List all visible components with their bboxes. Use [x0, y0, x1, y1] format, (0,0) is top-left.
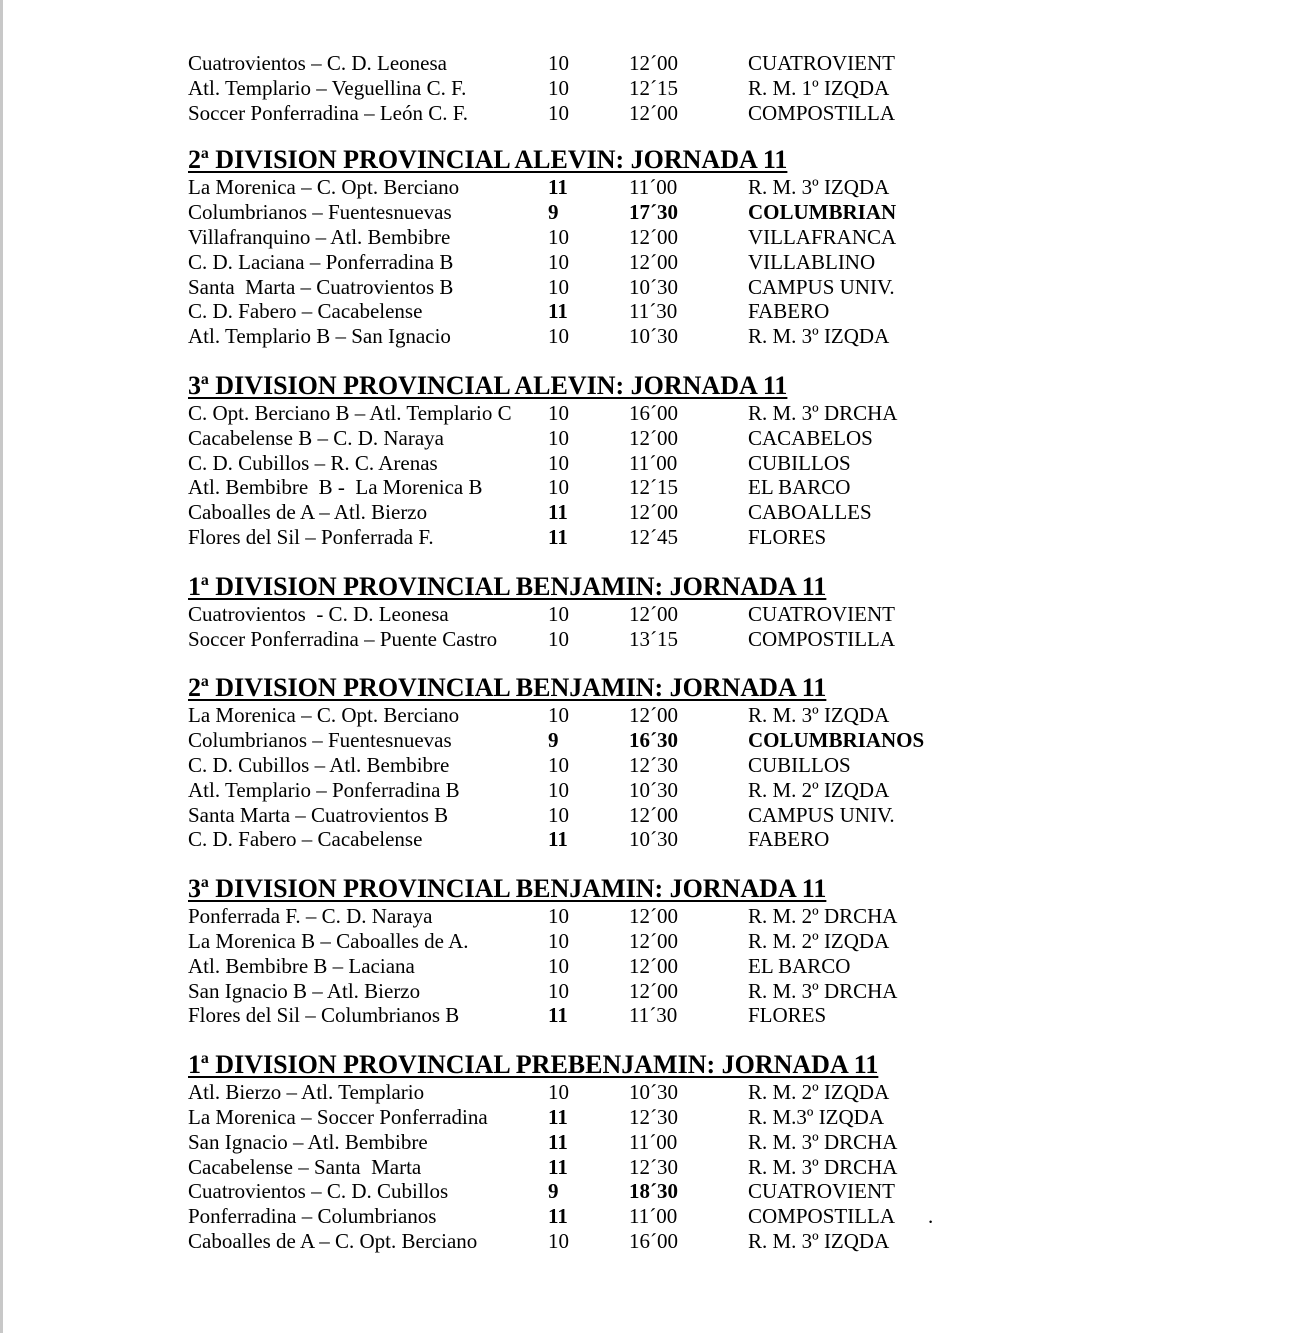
section-heading-text: 1ª DIVISION PROVINCIAL BENJAMIN: JORNADA 11: [188, 571, 827, 601]
fixture-row: [188, 1105, 988, 1130]
fixture-row: [188, 1204, 988, 1229]
match-day: 10: [548, 802, 569, 827]
match-time: 10´30: [629, 324, 678, 349]
match-teams: La Morenica – Soccer Ponferradina: [188, 1104, 488, 1129]
match-venue: COLUMBRIAN: [748, 200, 897, 225]
match-venue: VILLAFRANCA: [748, 224, 897, 249]
match-teams: Santa Marta – Cuatrovientos B: [188, 274, 454, 299]
match-time: 12´15: [629, 475, 678, 500]
match-day: 10: [548, 703, 569, 728]
match-time: 12´30: [629, 752, 678, 777]
match-venue: R. M. 3º IZQDA: [748, 703, 890, 728]
match-teams: Cuatrovientos – C. D. Leonesa: [188, 51, 447, 75]
match-teams: Santa Marta – Cuatrovientos B: [188, 802, 449, 827]
fixture-row: [188, 929, 988, 954]
fixture-row: [188, 728, 988, 753]
match-teams: Atl. Templario – Veguellina C. F.: [188, 75, 467, 100]
section-heading-text: 3ª DIVISION PROVINCIAL BENJAMIN: JORNADA 11: [188, 874, 827, 904]
match-teams: C. D. Fabero – Cacabelense: [188, 299, 423, 324]
match-venue: R. M. 3º IZQDA: [748, 324, 890, 349]
match-venue: EL BARCO: [748, 953, 851, 978]
match-teams: Cacabelense B – C. D. Naraya: [188, 425, 444, 450]
match-day: 10: [548, 324, 569, 349]
fixture-row: [188, 101, 988, 126]
match-time: 16´30: [629, 728, 678, 753]
match-venue: R. M. 3º DRCHA: [748, 1154, 898, 1179]
match-time: 12´00: [629, 703, 678, 728]
section-heading-text: 2ª DIVISION PROVINCIAL BENJAMIN: JORNADA 11: [188, 673, 827, 703]
section-2a-benjamin: [188, 673, 988, 852]
match-time: 12´00: [629, 601, 678, 626]
fixture-row: [188, 803, 988, 828]
match-day: 9: [548, 1179, 559, 1204]
match-venue: FLORES: [748, 1003, 827, 1028]
match-teams: Atl. Bierzo – Atl. Templario: [188, 1080, 425, 1105]
match-day: 10: [548, 752, 569, 777]
match-day: 11: [548, 175, 568, 200]
fixture-row: [188, 1003, 988, 1028]
section-heading: [188, 145, 988, 175]
match-teams: La Morenica – C. Opt. Berciano: [188, 175, 460, 200]
match-time: 12´00: [629, 953, 678, 978]
section-2a-alevin: [188, 145, 988, 349]
match-teams: C. D. Cubillos – R. C. Arenas: [188, 450, 438, 475]
fixture-row: [188, 954, 988, 979]
fixture-row: [188, 525, 988, 550]
fixture-row: [188, 200, 988, 225]
match-venue: R. M. 2º IZQDA: [748, 1080, 890, 1105]
match-venue: CABOALLES: [748, 500, 872, 525]
match-day: 10: [548, 249, 569, 274]
match-teams: Cuatrovientos – C. D. Cubillos: [188, 1179, 449, 1204]
match-time: 12´00: [629, 500, 678, 525]
match-venue: FABERO: [748, 299, 830, 324]
match-time: 11´30: [629, 299, 678, 324]
match-time: 12´00: [629, 249, 678, 274]
section-heading: [188, 1050, 988, 1080]
match-venue: R. M. 2º IZQDA: [748, 928, 890, 953]
fixture-row: [188, 324, 988, 349]
section-continuation: [188, 51, 988, 125]
fixture-row: [188, 1155, 988, 1180]
match-day: 10: [548, 978, 569, 1003]
fixture-row: [188, 1130, 988, 1155]
match-day: 9: [548, 200, 559, 225]
match-teams: La Morenica B – Caboalles de A.: [188, 928, 469, 953]
match-teams: C. D. Cubillos – Atl. Bembibre: [188, 752, 450, 777]
match-venue: CUBILLOS: [748, 752, 851, 777]
fixture-row: [188, 1179, 988, 1204]
match-day: 11: [548, 1003, 568, 1028]
match-venue: COMPOSTILLA: [748, 1204, 896, 1229]
match-teams: Ponferrada F. – C. D. Naraya: [188, 904, 433, 929]
section-heading-text: 1ª DIVISION PROVINCIAL PREBENJAMIN: JORNADA 11: [188, 1050, 879, 1080]
match-day: 10: [548, 51, 569, 75]
match-day: 10: [548, 928, 569, 953]
section-3a-benjamin: [188, 874, 988, 1028]
section-heading-text: 3ª DIVISION PROVINCIAL ALEVIN: JORNADA 11: [188, 370, 788, 400]
section-heading: [188, 673, 988, 703]
match-teams: Villafranquino – Atl. Bembibre: [188, 224, 451, 249]
match-day: 10: [548, 1080, 569, 1105]
match-venue: R. M. 3º IZQDA: [748, 175, 890, 200]
match-day: 10: [548, 224, 569, 249]
fixture-row: [188, 225, 988, 250]
match-teams: Cacabelense – Santa Marta: [188, 1154, 422, 1179]
match-time: 11´30: [629, 1003, 678, 1028]
match-day: 11: [548, 1129, 568, 1154]
match-time: 10´30: [629, 274, 678, 299]
match-teams: Columbrianos – Fuentesnuevas: [188, 200, 452, 225]
match-teams: Caboalles de A – Atl. Bierzo: [188, 500, 428, 525]
page-left-border: [0, 0, 3, 1333]
section-3a-alevin: [188, 371, 988, 550]
match-venue: CUATROVIENT: [748, 1179, 895, 1204]
match-day: 9: [548, 728, 559, 753]
match-day: 10: [548, 450, 569, 475]
fixture-row: [188, 76, 988, 101]
fixture-row: [188, 175, 988, 200]
fixture-row: [188, 275, 988, 300]
match-time: 10´30: [629, 777, 678, 802]
fixture-row: [188, 299, 988, 324]
match-time: 12´30: [629, 1104, 678, 1129]
match-venue: VILLABLINO: [748, 249, 876, 274]
fixture-row: [188, 51, 988, 76]
section-heading-text: 2ª DIVISION PROVINCIAL ALEVIN: JORNADA 11: [188, 145, 788, 175]
match-time: 10´30: [629, 1080, 678, 1105]
match-venue: R. M. 2º IZQDA: [748, 777, 890, 802]
match-day: 11: [548, 500, 568, 525]
match-day: 10: [548, 400, 569, 425]
fixture-row: [188, 1229, 988, 1254]
match-venue: CUBILLOS: [748, 450, 851, 475]
match-time: 16´00: [629, 1228, 678, 1253]
section-heading: [188, 572, 988, 602]
match-day: 10: [548, 953, 569, 978]
fixture-row: [188, 475, 988, 500]
match-day: 10: [548, 75, 569, 100]
match-time: 13´15: [629, 626, 678, 651]
match-time: 11´00: [629, 1129, 678, 1154]
fixture-row: [188, 979, 988, 1004]
match-venue: CAMPUS UNIV.: [748, 274, 895, 299]
fixture-row: [188, 703, 988, 728]
match-time: 17´30: [629, 200, 678, 225]
match-teams: Flores del Sil – Columbrianos B: [188, 1003, 460, 1028]
match-day: 10: [548, 425, 569, 450]
match-time: 12´00: [629, 904, 678, 929]
match-day: 11: [548, 524, 568, 549]
fixture-row: [188, 426, 988, 451]
match-venue: R. M. 3º DRCHA: [748, 400, 898, 425]
match-teams: Atl. Bembibre B – Laciana: [188, 953, 415, 978]
match-day: 10: [548, 601, 569, 626]
match-teams: San Ignacio B – Atl. Bierzo: [188, 978, 421, 1003]
fixture-row: [188, 627, 988, 652]
match-time: 12´15: [629, 75, 678, 100]
fixture-row: [188, 451, 988, 476]
fixture-row: [188, 401, 988, 426]
match-time: 12´00: [629, 978, 678, 1003]
match-time: 12´30: [629, 1154, 678, 1179]
match-day: 10: [548, 1228, 569, 1253]
fixture-row: [188, 1080, 988, 1105]
match-time: 11´00: [629, 175, 678, 200]
match-venue: R. M. 3º DRCHA: [748, 978, 898, 1003]
match-teams: C. Opt. Berciano B – Atl. Templario C: [188, 400, 512, 425]
match-teams: Atl. Bembibre B - La Morenica B: [188, 475, 483, 500]
section-heading: [188, 371, 988, 401]
match-teams: Atl. Templario – Ponferradina B: [188, 777, 460, 802]
match-day: 10: [548, 777, 569, 802]
match-venue: COLUMBRIANOS: [748, 728, 925, 753]
match-teams: Ponferradina – Columbrianos: [188, 1204, 437, 1229]
match-teams: Cuatrovientos - C. D. Leonesa: [188, 601, 449, 626]
match-day: 10: [548, 100, 569, 125]
match-day: 11: [548, 827, 568, 852]
match-venue: COMPOSTILLA: [748, 100, 896, 125]
section-1a-benjamin: [188, 572, 988, 652]
match-time: 16´00: [629, 400, 678, 425]
match-time: 12´00: [629, 224, 678, 249]
match-venue: R. M. 3º DRCHA: [748, 1129, 898, 1154]
match-time: 12´45: [629, 524, 678, 549]
match-time: 18´30: [629, 1179, 678, 1204]
match-day: 10: [548, 904, 569, 929]
match-teams: Atl. Templario B – San Ignacio: [188, 324, 451, 349]
fixtures-document: [188, 51, 988, 1276]
fixture-row: [188, 602, 988, 627]
match-day: 10: [548, 274, 569, 299]
match-teams: La Morenica – C. Opt. Berciano: [188, 703, 460, 728]
match-venue: EL BARCO: [748, 475, 851, 500]
match-day: 11: [548, 1104, 568, 1129]
match-venue: CACABELOS: [748, 425, 873, 450]
fixture-row: [188, 904, 988, 929]
match-teams: C. D. Fabero – Cacabelense: [188, 827, 423, 852]
match-venue: R. M.3º IZQDA: [748, 1104, 885, 1129]
match-time: 12´00: [629, 100, 678, 125]
match-teams: C. D. Laciana – Ponferradina B: [188, 249, 454, 274]
match-venue: FABERO: [748, 827, 830, 852]
match-venue: COMPOSTILLA: [748, 626, 896, 651]
fixture-row: [188, 827, 988, 852]
match-venue: R. M. 3º IZQDA: [748, 1228, 890, 1253]
match-day: 10: [548, 626, 569, 651]
fixture-row: [188, 250, 988, 275]
match-day: 11: [548, 1204, 568, 1229]
match-venue: CUATROVIENT: [748, 601, 895, 626]
fixture-row: [188, 778, 988, 803]
section-1a-prebenjamin: [188, 1050, 988, 1254]
fixture-row: [188, 500, 988, 525]
match-time: 12´00: [629, 425, 678, 450]
match-teams: Flores del Sil – Ponferrada F.: [188, 524, 434, 549]
match-venue: CUATROVIENT: [748, 51, 895, 75]
match-venue: R. M. 1º IZQDA: [748, 75, 890, 100]
match-day: 10: [548, 475, 569, 500]
match-time: 11´00: [629, 450, 678, 475]
match-time: 12´00: [629, 51, 678, 75]
match-venue: CAMPUS UNIV.: [748, 802, 895, 827]
match-time: 10´30: [629, 827, 678, 852]
section-heading: [188, 874, 988, 904]
match-teams: Soccer Ponferradina – Puente Castro: [188, 626, 498, 651]
fixture-row: [188, 753, 988, 778]
match-teams: Soccer Ponferradina – León C. F.: [188, 100, 468, 125]
match-time: 12´00: [629, 928, 678, 953]
match-day: 11: [548, 299, 568, 324]
match-venue: R. M. 2º DRCHA: [748, 904, 898, 929]
match-day: 11: [548, 1154, 568, 1179]
match-time: 12´00: [629, 802, 678, 827]
match-teams: San Ignacio – Atl. Bembibre: [188, 1129, 428, 1154]
match-teams: Columbrianos – Fuentesnuevas: [188, 728, 452, 753]
match-teams: Caboalles de A – C. Opt. Berciano: [188, 1228, 478, 1253]
match-time: 11´00: [629, 1204, 678, 1229]
trailing-mark: .: [928, 1204, 934, 1229]
match-venue: FLORES: [748, 524, 827, 549]
